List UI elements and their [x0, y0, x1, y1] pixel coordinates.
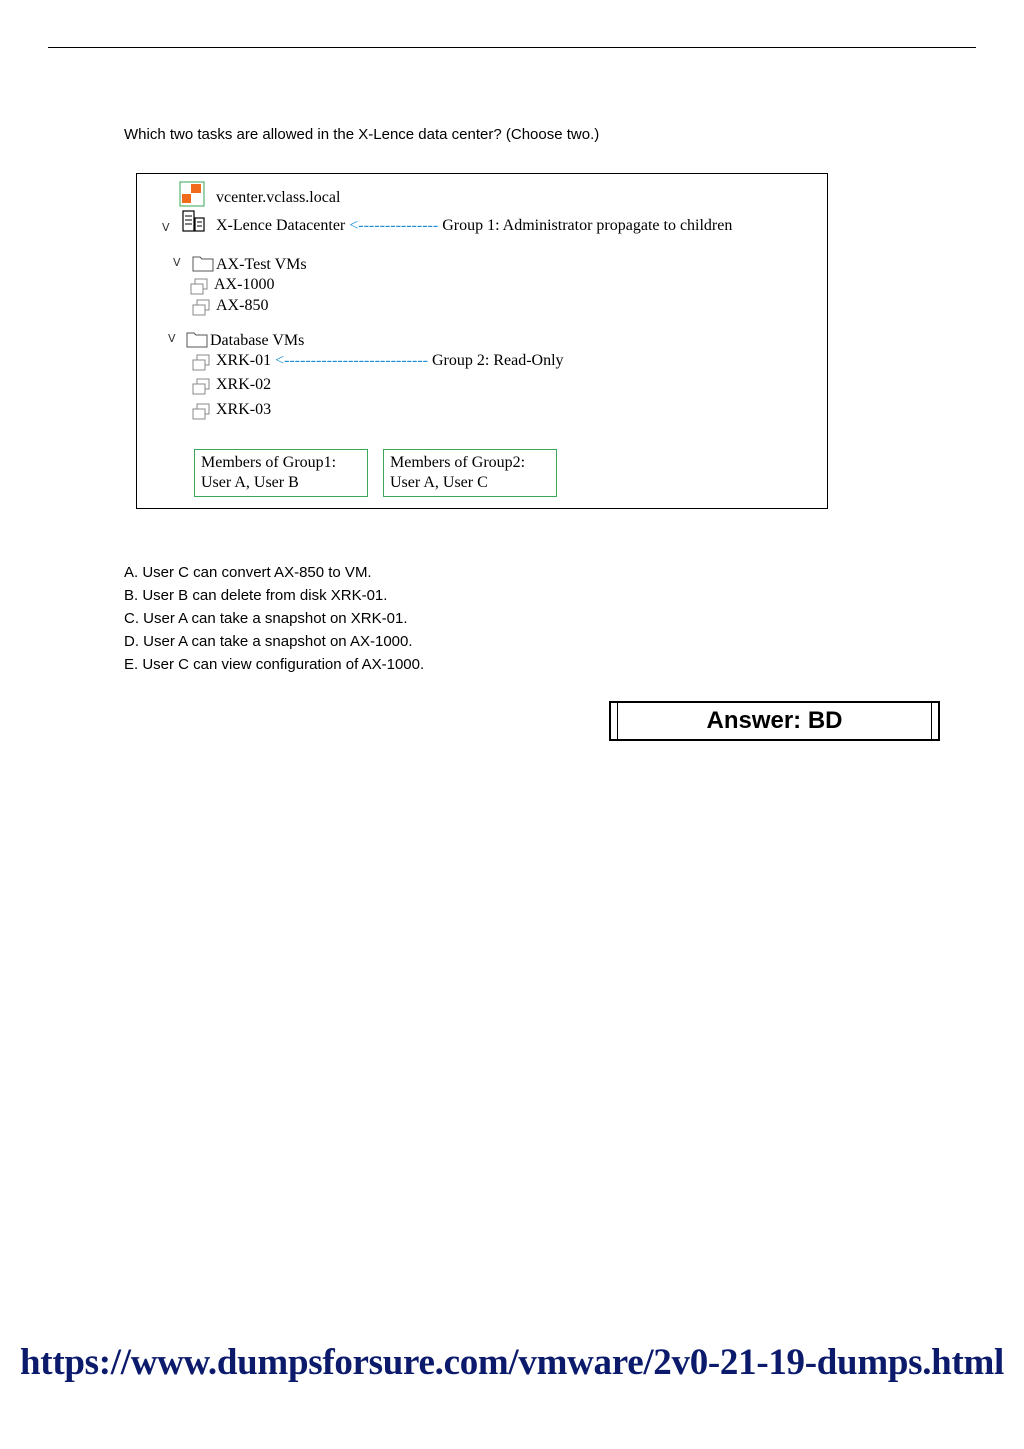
question-text: Which two tasks are allowed in the X-Lence data center? (Choose two.) — [124, 126, 600, 143]
group2-title: Members of Group2: — [390, 454, 526, 471]
folder-database-vms: Database VMs — [210, 332, 305, 349]
vcenter-icon — [179, 181, 205, 207]
xrk-01-arrow: <--------------------------- — [275, 352, 428, 369]
chevron-down-icon: V — [162, 221, 170, 234]
option-a: A. User C can convert AX-850 to VM. — [124, 564, 372, 581]
group2-members-box — [383, 449, 557, 497]
option-b: B. User B can delete from disk XRK-01. — [124, 587, 388, 604]
group1-users: User A, User B — [201, 474, 299, 491]
option-e: E. User C can view configuration of AX-1000. — [124, 656, 425, 673]
folder-icon — [192, 254, 214, 272]
group1-members-box — [194, 449, 368, 497]
folder-icon — [186, 330, 208, 348]
group1-title: Members of Group1: — [201, 454, 337, 471]
datacenter-annotation: Group 1: Administrator propagate to children — [442, 217, 733, 234]
top-rule — [48, 47, 976, 48]
datacenter-row — [216, 217, 732, 235]
option-c: C. User A can take a snapshot on XRK-01. — [124, 610, 408, 627]
chevron-down-icon: V — [168, 332, 176, 345]
folder-ax-test-vms: AX-Test VMs — [216, 256, 307, 273]
vm-xrk-03: XRK-03 — [216, 401, 272, 418]
datacenter-label: X-Lence Datacenter — [216, 217, 346, 234]
chevron-down-icon: V — [173, 256, 181, 269]
vm-icon — [191, 354, 211, 372]
group2-users: User A, User C — [390, 474, 488, 491]
vm-ax-1000: AX-1000 — [214, 276, 275, 293]
datacenter-icon — [182, 209, 206, 233]
datacenter-arrow: <--------------- — [349, 217, 439, 234]
vm-xrk-01: XRK-01 — [216, 352, 272, 369]
vm-template-icon — [191, 299, 211, 317]
answer-text: Answer: BD — [706, 707, 843, 734]
vm-xrk-01-row — [216, 352, 564, 370]
vm-icon — [191, 378, 211, 396]
permissions-diagram — [136, 173, 828, 509]
option-d: D. User A can take a snapshot on AX-1000. — [124, 633, 413, 650]
vm-template-icon — [189, 278, 209, 296]
vm-ax-850: AX-850 — [216, 297, 269, 314]
footer-url-link[interactable]: https://www.dumpsforsure.com/vmware/2v0-21-19-dumps.html — [20, 1342, 1004, 1383]
xrk-01-annotation: Group 2: Read-Only — [432, 352, 564, 369]
vm-xrk-02: XRK-02 — [216, 376, 272, 393]
vm-icon — [191, 403, 211, 421]
answer-box — [609, 701, 940, 741]
vcenter-label: vcenter.vclass.local — [216, 189, 341, 206]
